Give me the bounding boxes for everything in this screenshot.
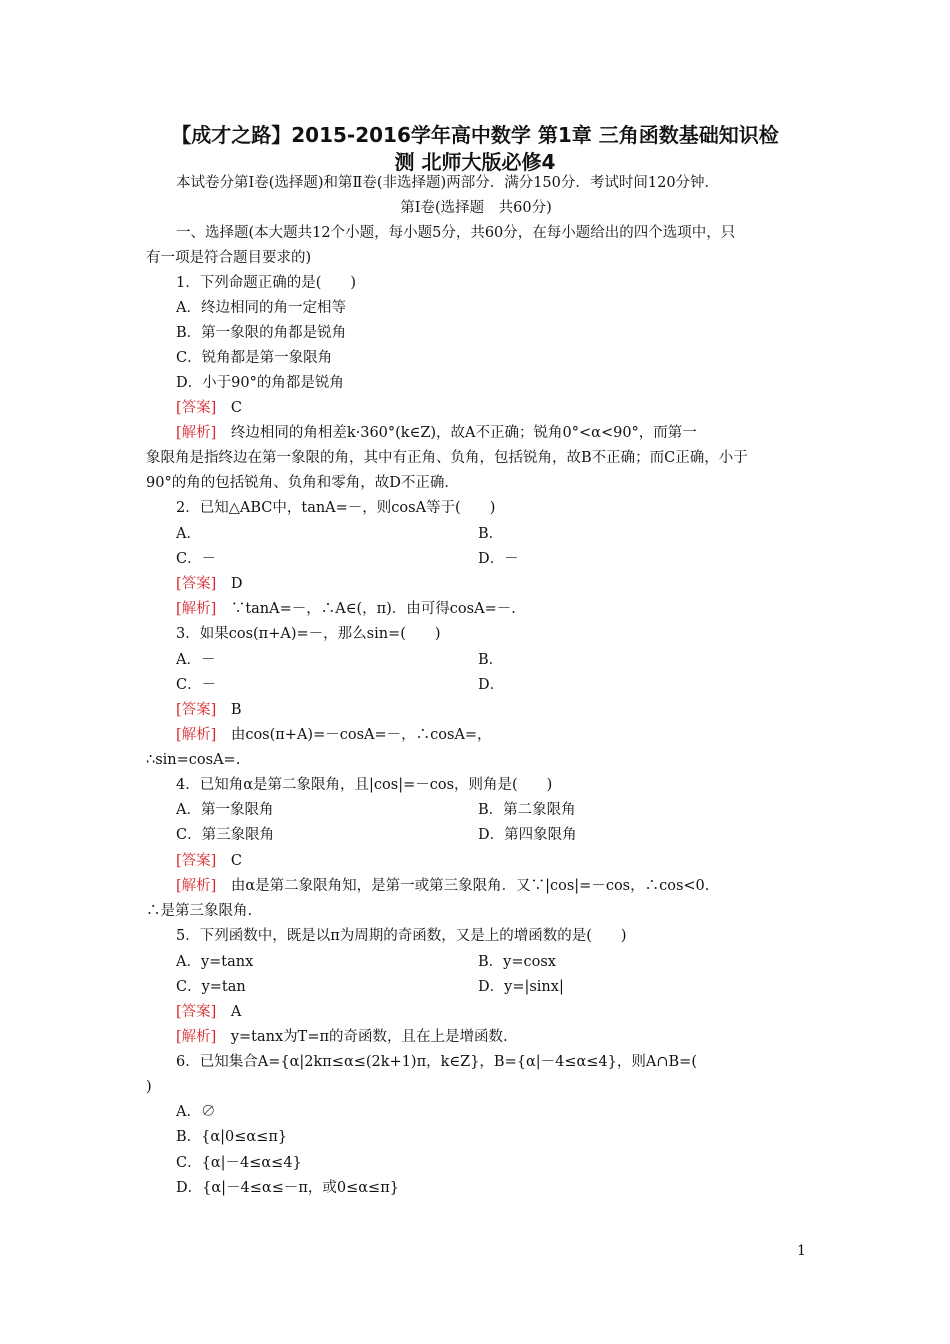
q5-answer-value: A: [230, 1004, 242, 1020]
q1-answer-value: C: [230, 400, 242, 416]
q5-option-c: C．y=tan: [176, 979, 246, 995]
q6-stem-1: 6．已知集合A={α|2kπ≤α≤(2k+1)π，k∈Z}，B={α|－4≤α≤4}，则A∩B=(: [176, 1054, 697, 1070]
q6-stem-2: ): [146, 1079, 152, 1095]
analysis-tag: [解析]: [176, 601, 217, 617]
answer-tag: [答案]: [176, 1004, 217, 1020]
q3-option-d: D．: [478, 677, 505, 693]
q6-option-c: C．{α|－4≤α≤4}: [176, 1155, 302, 1171]
q4-answer-value: C: [230, 853, 242, 869]
q6-option-b: B．{α|0≤α≤π}: [176, 1129, 288, 1145]
analysis-tag: [解析]: [176, 878, 217, 894]
q4-option-b: B．第二象限角: [478, 802, 576, 818]
q4-analysis-text-1: 由α是第二象限角知，是第一或第三象限角．又∵|cos|=－cos，∴cos<0.: [230, 878, 710, 894]
section-instructions-1: 一、选择题(本大题共12个小题，每小题5分，共60分，在每小题给出的四个选项中，只: [176, 225, 736, 241]
q2-option-b: B．: [478, 526, 504, 542]
q1-option-a: A．终边相同的角一定相等: [176, 300, 346, 316]
q3-stem: 3．如果cos(π+A)=－，那么sin=( ): [176, 626, 441, 642]
q4-analysis-1: [176, 876, 709, 896]
q1-analysis-3: 90°的角的包括锐角、负角和零角，故D不正确．: [146, 475, 459, 491]
q5-analysis-text: y=tanx为T=π的奇函数，且在上是增函数.: [230, 1029, 508, 1045]
q2-stem: 2．已知△ABC中，tanA=－，则cosA等于( ): [176, 500, 496, 516]
q2-option-c: C．－: [176, 551, 217, 567]
q2-option-a: A．: [176, 526, 201, 542]
q5-stem: 5．下列函数中，既是以π为周期的奇函数，又是上的增函数的是( ): [176, 928, 627, 944]
part-title: 第Ⅰ卷(选择题 共60分): [400, 200, 552, 216]
q4-option-a: A．第一象限角: [176, 802, 274, 818]
q1-answer: [176, 398, 242, 418]
q3-analysis-2: ∴sin=cosA=.: [146, 752, 241, 768]
answer-tag: [答案]: [176, 702, 217, 718]
page-number: 1: [797, 1243, 806, 1259]
section-instructions-2: 有一项是符合题目要求的): [146, 250, 312, 266]
analysis-tag: [解析]: [176, 1029, 217, 1045]
q3-option-c: C．－: [176, 677, 217, 693]
q3-analysis-1: [176, 725, 492, 745]
q2-option-d: D．－: [478, 551, 519, 567]
q4-stem: 4．已知角α是第二象限角，且|cos|=－cos，则角是( ): [176, 777, 553, 793]
q3-analysis-text-1: 由cos(π+A)=－cosA=－，∴cosA=，: [230, 727, 492, 743]
q4-option-d: D．第四象限角: [478, 827, 577, 843]
q4-option-c: C．第三象限角: [176, 827, 275, 843]
q3-option-a: A．－: [176, 652, 216, 668]
analysis-tag: [解析]: [176, 425, 217, 441]
answer-tag: [答案]: [176, 853, 217, 869]
q1-stem: 1．下列命题正确的是( ): [176, 275, 357, 291]
q5-option-b: B．y=cosx: [478, 954, 556, 970]
q4-answer: [176, 851, 242, 871]
q2-analysis: [176, 599, 516, 619]
q4-analysis-2: ∴是第三象限角.: [146, 903, 253, 919]
title-line-2: 测 北师大版必修4: [394, 150, 556, 174]
q1-option-c: C．锐角都是第一象限角: [176, 350, 333, 366]
q5-answer: [176, 1002, 241, 1022]
q5-analysis: [176, 1027, 508, 1047]
q3-option-b: B．: [478, 652, 504, 668]
q1-analysis-1: [176, 423, 697, 443]
q2-analysis-text: ∵tanA=－，∴A∈(，π)．由可得cosA=－.: [230, 601, 516, 617]
answer-tag: [答案]: [176, 400, 217, 416]
analysis-tag: [解析]: [176, 727, 217, 743]
title-line-1: 【成才之路】2015-2016学年高中数学 第1章 三角函数基础知识检: [171, 123, 779, 147]
q1-analysis-2: 象限角是指终边在第一象限的角，其中有正角、负角，包括锐角，故B不正确；而C正确，小于: [146, 450, 748, 466]
answer-tag: [答案]: [176, 576, 217, 592]
q1-option-b: B．第一象限的角都是锐角: [176, 325, 347, 341]
q1-option-d: D．小于90°的角都是锐角: [176, 375, 344, 391]
q2-answer-value: D: [230, 576, 243, 592]
q3-answer: [176, 700, 241, 720]
page-title: [120, 122, 830, 176]
q6-option-a: A．∅: [176, 1104, 216, 1120]
q3-answer-value: B: [230, 702, 242, 718]
exam-info: 本试卷分第Ⅰ卷(选择题)和第Ⅱ卷(非选择题)两部分．满分150分．考试时间120分钟．: [176, 175, 720, 191]
q2-answer: [176, 574, 242, 594]
q1-analysis-text-1: 终边相同的角相差k·360°(k∈Z)，故A不正确；锐角0°<α<90°，而第一: [230, 425, 697, 441]
q5-option-a: A．y=tanx: [176, 954, 254, 970]
q5-option-d: D．y=|sinx|: [478, 979, 564, 995]
q6-option-d: D．{α|－4≤α≤－π，或0≤α≤π}: [176, 1180, 399, 1196]
